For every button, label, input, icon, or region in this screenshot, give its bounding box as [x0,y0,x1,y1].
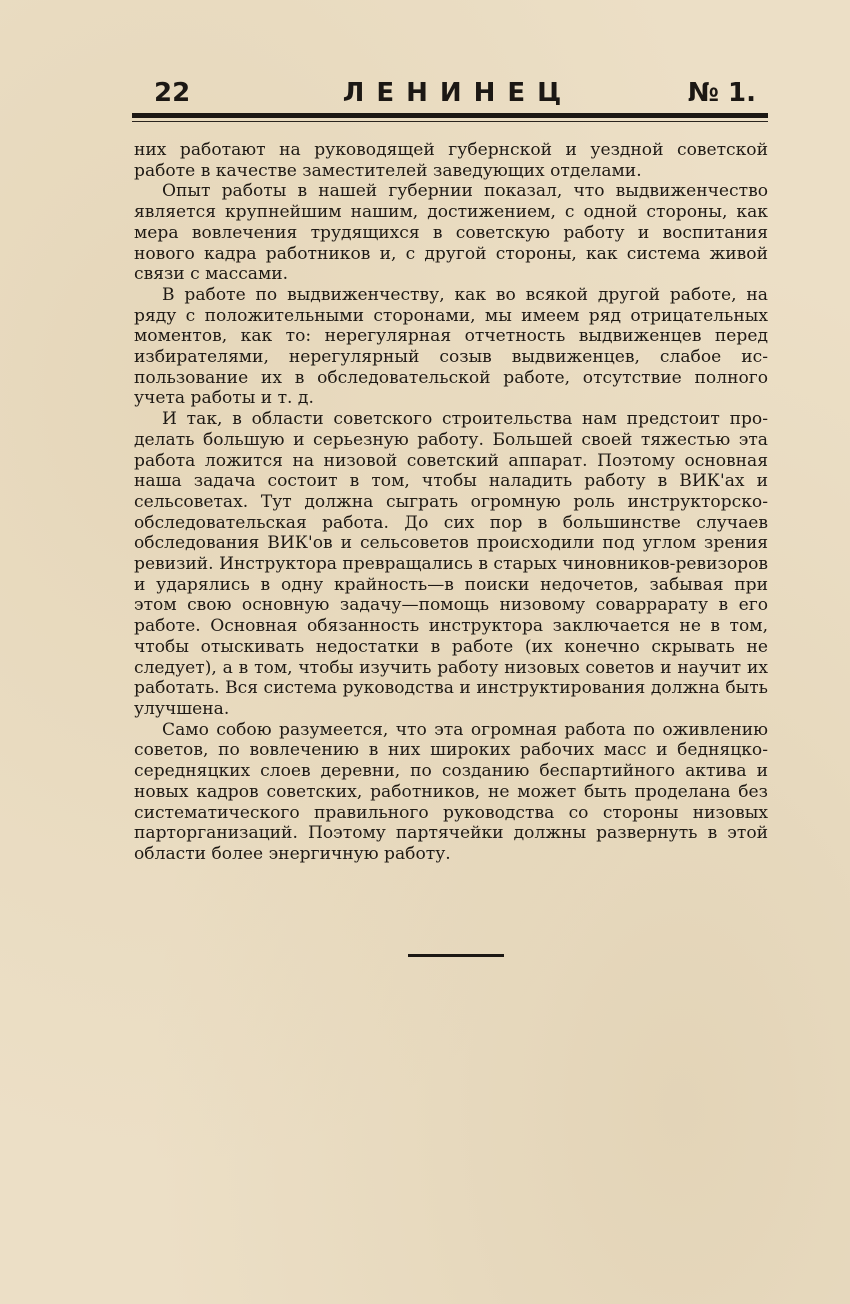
paragraph: них работают на руководящей губернской и уездной советской работе в качестве заместителей заведующих отделами. [134,140,768,181]
end-rule [408,954,504,957]
magazine-title: ЛЕНИНЕЦ [342,78,574,108]
page-header [134,76,770,116]
header-rule [132,113,768,118]
issue-number: № 1. [687,78,756,108]
page-number: 22 [154,78,191,108]
paragraph: Само собою разумеется, что эта огромная работа по оживлению советов, по вовлечению в них широких рабочих масс и бедняцко-середняцких слоев деревни, по созданию беспартийного актива и новых кадров советских, работников, не может быть проделана без систематического правильного руководства со стороны низовых парторганизаций. Поэтому партячейки должны развернуть в этой области более энергичную работу. [134,719,768,864]
header-rule-thin [132,121,768,122]
paragraph: И так, в области советского строительства нам предстоит проделать большую и серьезную работу. Большей своей тяжестью эта работа ложится на низовой советский аппарат. Поэтому основная наша задача состоит в том, чтобы наладить работу в ВИК'ах и сельсоветах. Тут должна сыграть огромную роль инструкторско-обследовательская работа. До сих пор в большинстве случаев обследования ВИК'ов и сельсоветов происходили под углом зрения ревизий. Инструктора превращались в старых чиновников-ревизоров и ударялись в одну крайность—в поиски недочетов, забывая при этом свою основную задачу—помощь низовому совappaрату в его работе. Основная обязанность инструктора заключается не в том, чтобы отыскивать недостатки в работе (их конечно скрывать не следует), а в том, чтобы изучить работу низовых советов и научит их работать. Вся система руководства и инструктирования должна быть улучшена. [134,409,768,719]
paragraph: В работе по выдвиженчеству, как во всякой другой работе, на ряду с положительными сторонами, мы имеем ряд отрицательных моментов, как то: нерегулярная отчетность выдвиженцев перед избирателями, нерегулярный созыв выдвиженцев, слабое использование их в обследовательской работе, отсутствие полного учета работы и т. д. [134,284,768,409]
article-body [134,140,768,865]
paragraph: Опыт работы в нашей губернии показал, что выдвиженчество является крупнейшим нашим, достижением, с одной стороны, как мера вовлечения трудящихся в советскую работу и воспитания нового кадра работников и, с другой стороны, как система живой связи с массами. [134,181,768,285]
